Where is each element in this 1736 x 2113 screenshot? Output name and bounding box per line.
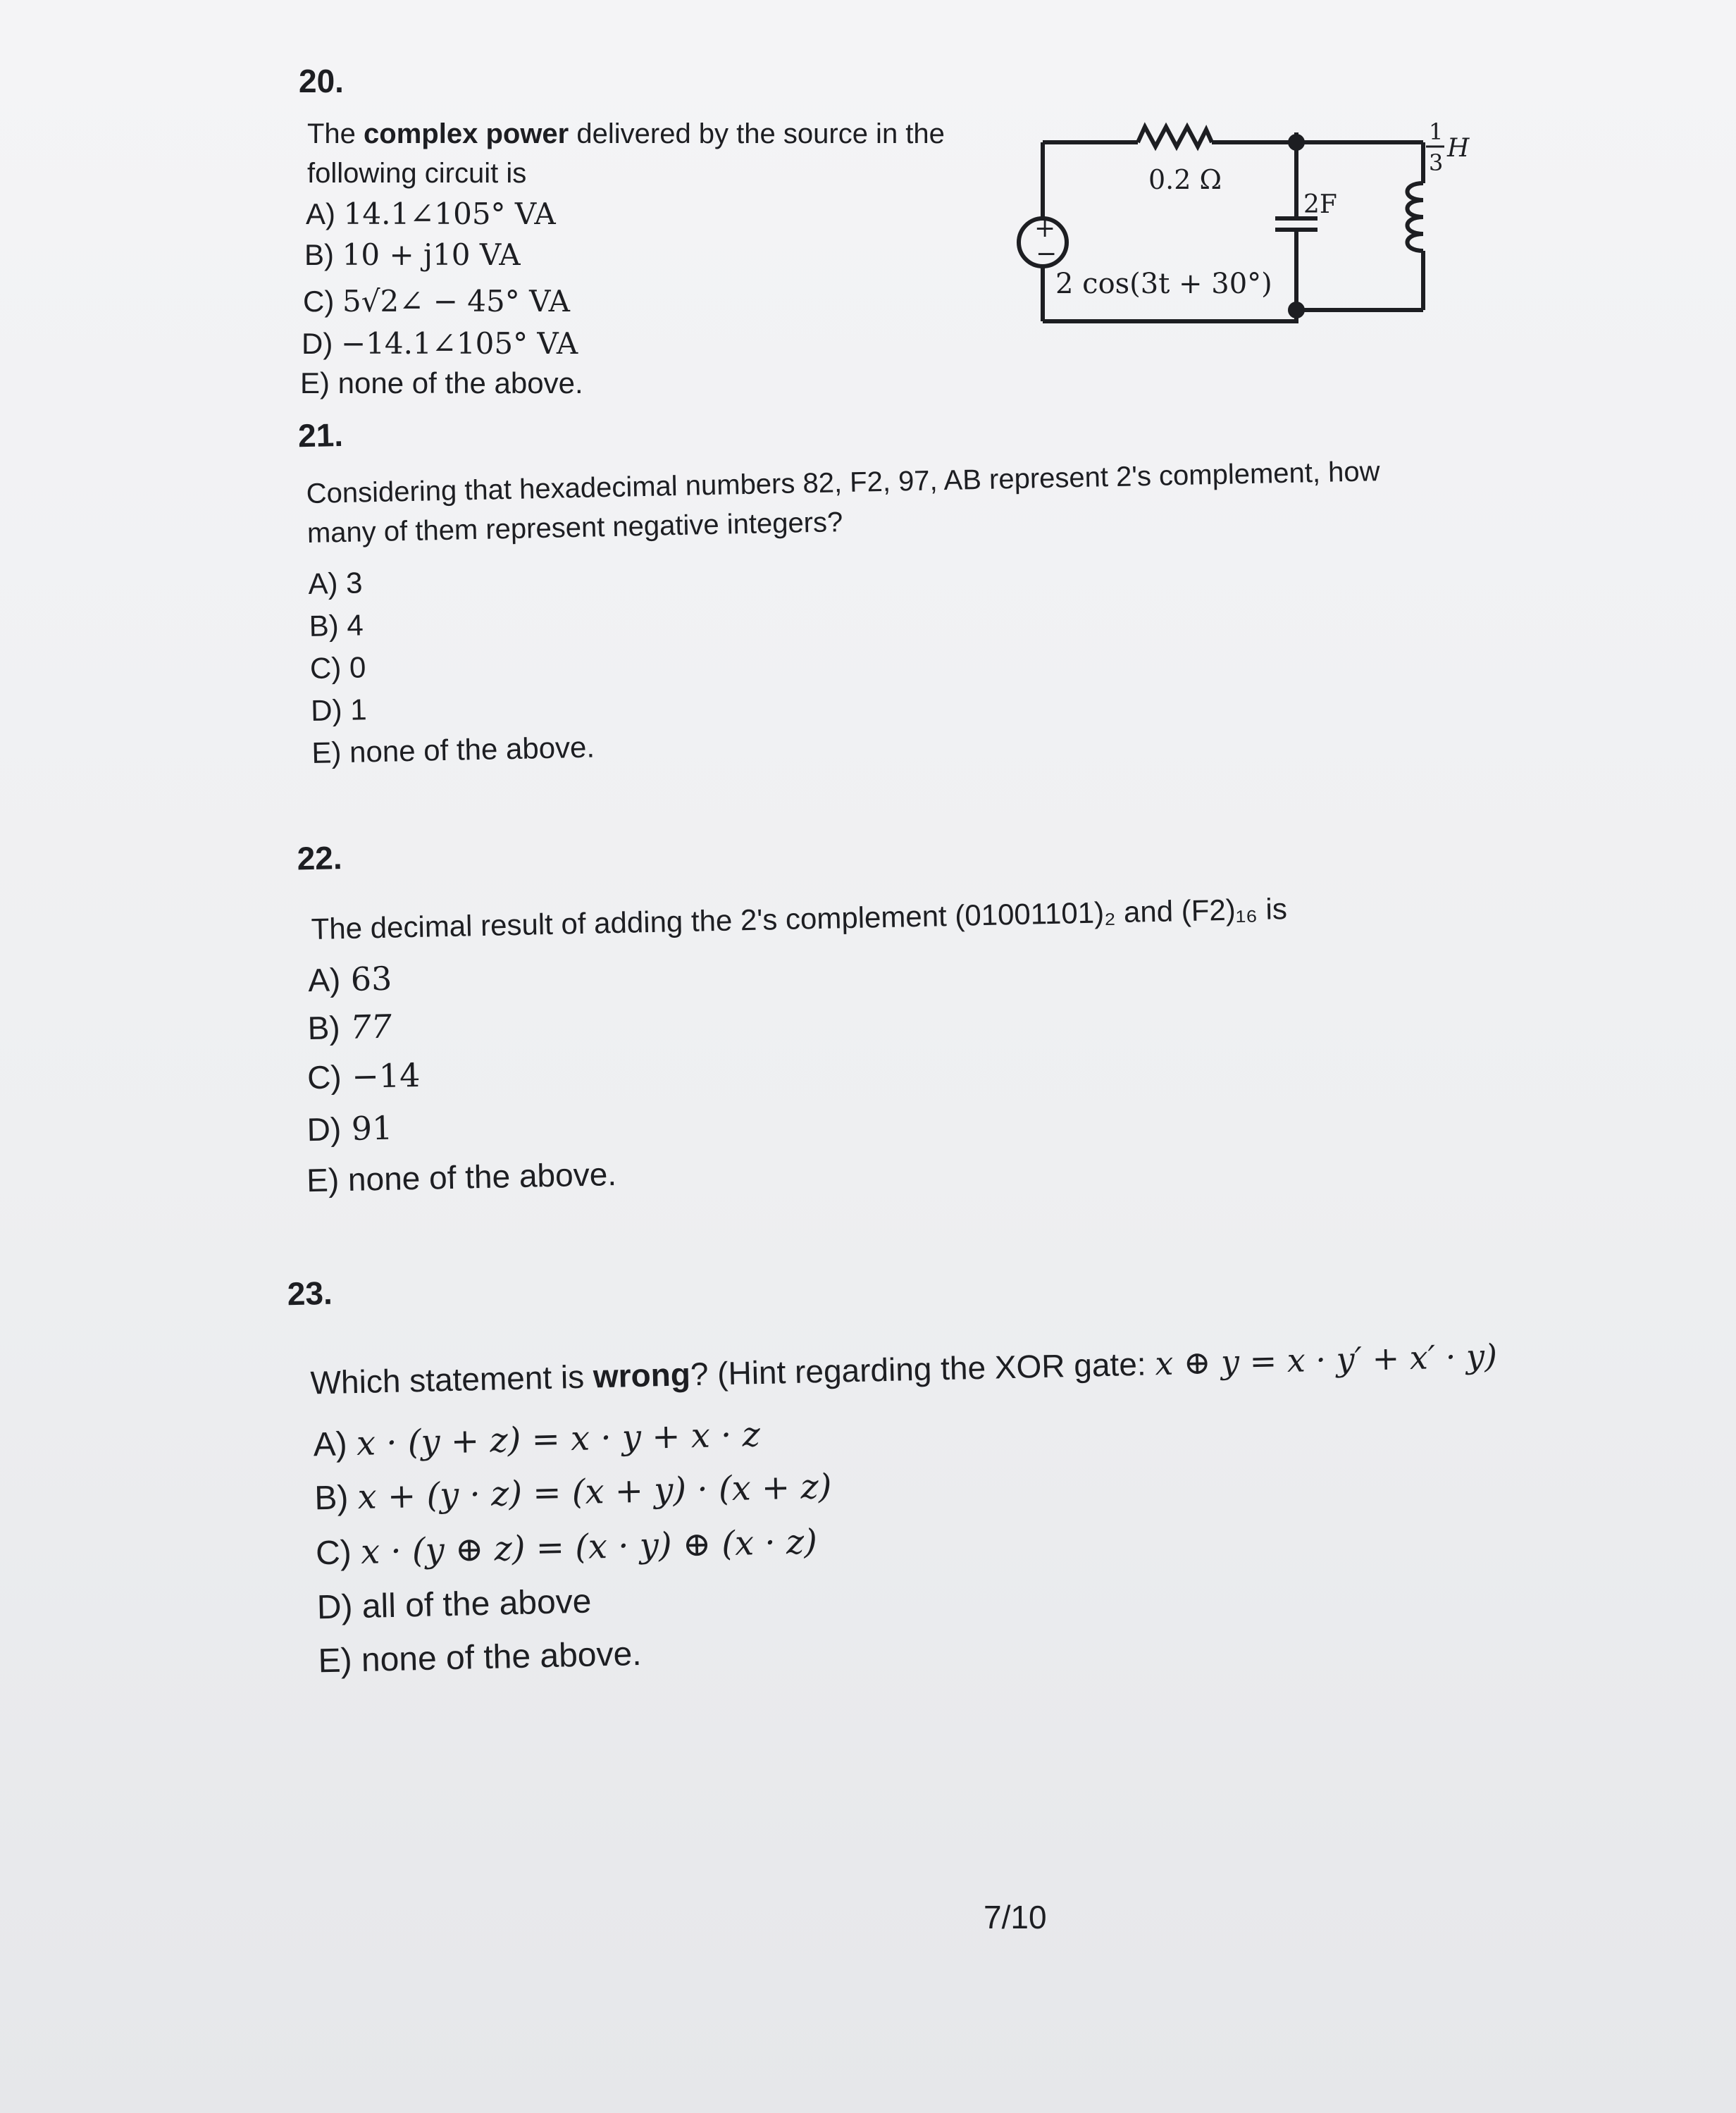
option-text: −14.1∠105° VA — [341, 326, 578, 361]
option-text: 10 + j10 VA — [342, 237, 521, 272]
option-letter: A) — [313, 1425, 348, 1464]
option-text: x · (y ⊕ z) = (x · y) ⊕ (x · z) — [360, 1522, 818, 1572]
option-letter: A) — [306, 197, 335, 230]
option-letter: C) — [315, 1534, 352, 1573]
option-letter: D) — [306, 1110, 342, 1148]
option-letter: E) — [311, 736, 342, 769]
option-text: none of the above. — [337, 366, 583, 399]
option-letter: D) — [310, 693, 343, 727]
option-text: 0 — [349, 650, 366, 684]
stem-text: many of them represent negative integers? — [306, 507, 843, 550]
option-letter: A) — [307, 961, 341, 999]
option-text: x · (y + z) = x · y + x · z — [356, 1415, 761, 1464]
stem-text: Considering that hexadecimal numbers 82, F2, 97, AB represent 2's complement, how — [306, 456, 1380, 510]
option-b[interactable] — [314, 1466, 832, 1520]
option-letter: E) — [306, 1161, 340, 1199]
option-text: none of the above. — [361, 1635, 643, 1679]
option-letter: B) — [307, 1009, 341, 1047]
option-text: all of the above — [361, 1582, 592, 1625]
option-letter: E) — [300, 366, 330, 399]
option-letter: B) — [309, 609, 340, 643]
option-text: 91 — [351, 1108, 393, 1148]
option-text: 5√2∠ − 45° VA — [342, 284, 570, 318]
stem-text: The — [307, 118, 364, 149]
option-letter: C) — [303, 285, 335, 318]
stem-text: delivered by the source in the — [569, 118, 945, 149]
question-stem: The decimal result of adding the 2's complement (01001101)₂ and (F2)₁₆ is — [311, 892, 1288, 946]
question-number: 23. — [287, 1274, 333, 1313]
stem-formula: x ⊕ y = x · y′ + x′ · y) — [1154, 1337, 1498, 1383]
option-text: 1 — [349, 693, 368, 726]
stem-text: Which statement is — [310, 1358, 594, 1401]
stem-text: following circuit is — [307, 158, 527, 189]
question-stem — [310, 1336, 1498, 1402]
capacitor-label: 2F — [1303, 190, 1337, 219]
source-label: 2 cos(3t + 30°) — [1055, 268, 1272, 300]
option-letter: B) — [314, 1479, 349, 1518]
option-c[interactable] — [315, 1520, 817, 1575]
option-text: none of the above. — [349, 730, 595, 769]
stem-text: ? (Hint regarding the XOR gate: — [690, 1345, 1155, 1393]
option-letter: D) — [316, 1588, 354, 1627]
inductor-numerator: 1 — [1429, 118, 1444, 145]
question-number: 20. — [299, 63, 344, 99]
option-e[interactable] — [318, 1633, 642, 1683]
option-d[interactable] — [316, 1581, 592, 1630]
question-number: 21. — [297, 416, 344, 454]
page-number: 7/10 — [984, 1899, 1047, 1935]
option-text: 4 — [346, 608, 364, 642]
option-letter: E) — [318, 1642, 353, 1680]
option-letter: D) — [302, 327, 333, 360]
option-a[interactable] — [313, 1413, 761, 1466]
option-letter: B) — [304, 238, 334, 271]
option-text: 63 — [350, 959, 392, 998]
option-text: x + (y · z) = (x + y) · (x + z) — [357, 1466, 833, 1518]
option-text: none of the above. — [347, 1155, 617, 1198]
inductor-unit: H — [1447, 134, 1470, 163]
option-letter: C) — [309, 651, 342, 685]
option-text: 14.1∠105° VA — [343, 197, 556, 231]
option-letter: A) — [307, 566, 338, 601]
option-text: 3 — [345, 566, 363, 600]
stem-bold-text: wrong — [593, 1356, 691, 1395]
resistor-label: 0.2 Ω — [1148, 164, 1222, 195]
source-minus: − — [1036, 240, 1058, 268]
option-text: −14 — [351, 1055, 421, 1096]
question-number: 22. — [297, 839, 343, 877]
option-letter: C) — [306, 1058, 342, 1096]
inductor-denominator: 3 — [1429, 149, 1444, 176]
option-text: 77 — [349, 1007, 392, 1046]
source-plus: + — [1034, 214, 1056, 243]
stem-bold-text: complex power — [364, 118, 569, 149]
